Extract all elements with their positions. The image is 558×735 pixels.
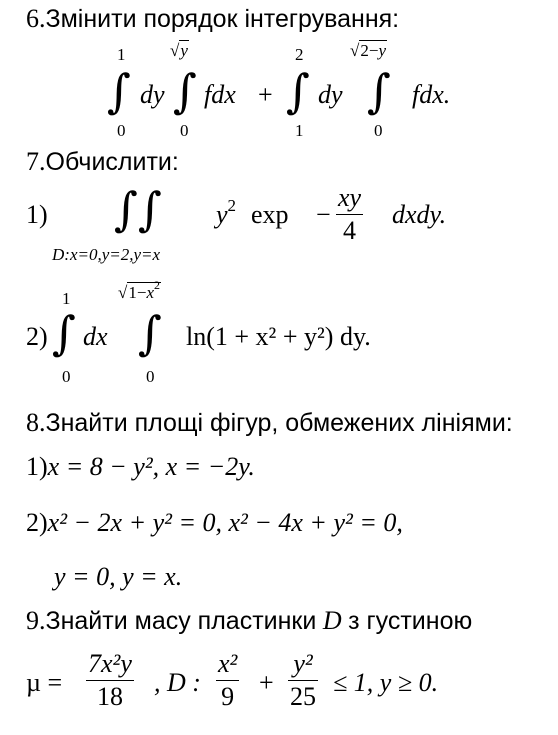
equation-2: x² − 2x + y² = 0, x² − 4x + y² = 0,: [47, 508, 403, 537]
plus-sign: +: [259, 668, 274, 697]
dx: dx: [83, 322, 108, 351]
fraction-7x2y-over-18: 7x²y 18: [88, 649, 132, 711]
int2-upper: √y: [170, 41, 188, 60]
double-integral-sign: ∫∫: [114, 182, 162, 236]
fraction-x2-over-9: x² 9: [218, 649, 238, 711]
problem-7-text: Обчислити:: [45, 148, 179, 176]
dxdy: dxdy.: [392, 200, 447, 229]
problem-8-item-2-cont: [54, 562, 182, 592]
region-d: D:x=0,y=2,y=x: [52, 245, 161, 264]
fraction-y2-over-25: y² 25: [290, 649, 316, 711]
integral-sign: ∫: [286, 64, 310, 118]
problem-7-number: 7.: [26, 147, 46, 176]
int4-upper: √2−y: [350, 41, 386, 60]
integral-sign: ∫: [367, 64, 391, 118]
equation-1: x = 8 − y², x = −2y.: [47, 452, 255, 481]
integral-sign: ∫: [107, 64, 131, 118]
problem-8-item-2: [26, 508, 403, 538]
item-2-label: 2): [26, 322, 48, 351]
problem-6-text: Змінити порядок інтегрування:: [45, 5, 400, 33]
sqrt-upper: $√1-x^2$: [118, 278, 160, 302]
int4-lower: 0: [374, 121, 383, 140]
dy-2: dy: [318, 80, 343, 109]
exp-word: exp: [251, 200, 289, 229]
problem-9-number: 9.: [26, 606, 46, 635]
item-2-label: 2): [26, 508, 48, 537]
dy-1: dy: [140, 80, 165, 109]
int1-upper: 1: [117, 45, 126, 64]
problem-9-heading: [26, 606, 472, 636]
problem-7-heading: [26, 147, 179, 177]
density-mu: µ =: [26, 668, 63, 697]
plus-sign: +: [258, 80, 273, 109]
int1-lower: 0: [117, 121, 126, 140]
problem-6-heading: [26, 4, 399, 34]
problem-8-text: Знайти площі фігур, обмежених лініями:: [45, 409, 513, 437]
integral-sign: ∫: [138, 306, 162, 360]
int-lower: 0: [62, 367, 71, 386]
fdx-2: fdx.: [412, 80, 451, 109]
int2-lower: 0: [180, 121, 189, 140]
int-upper: 1: [62, 289, 71, 308]
integral-sign: ∫: [52, 306, 76, 360]
item-1-label: 1): [26, 200, 48, 229]
inequality-tail: ≤ 1, y ≥ 0.: [333, 668, 439, 697]
problem-9-text-b: з густиною: [348, 607, 473, 635]
plate-d: D: [322, 606, 342, 635]
problem-8-item-1: [26, 452, 255, 482]
integral-sign: ∫: [173, 64, 197, 118]
problem-9-text-a: Знайти масу пластинки: [45, 607, 317, 635]
integrand-y: $y^2$: [216, 196, 237, 229]
equation-3: y = 0, y = x.: [54, 562, 183, 591]
problem-8-heading: [26, 408, 513, 438]
fdx-1: fdx: [204, 80, 236, 109]
minus-sign: −: [316, 200, 331, 229]
item-1-label: 1): [26, 452, 48, 481]
comma-d: , D :: [154, 668, 201, 697]
problem-8-number: 8.: [26, 408, 46, 437]
ln-expression: ln(1 + x² + y²) dy.: [186, 322, 371, 351]
int2-lower: 0: [146, 367, 155, 386]
problem-6-number: 6.: [26, 4, 46, 33]
fraction-xy-over-4: xy 4: [338, 183, 362, 245]
int3-lower: 1: [295, 121, 304, 140]
int3-upper: 2: [295, 45, 304, 64]
